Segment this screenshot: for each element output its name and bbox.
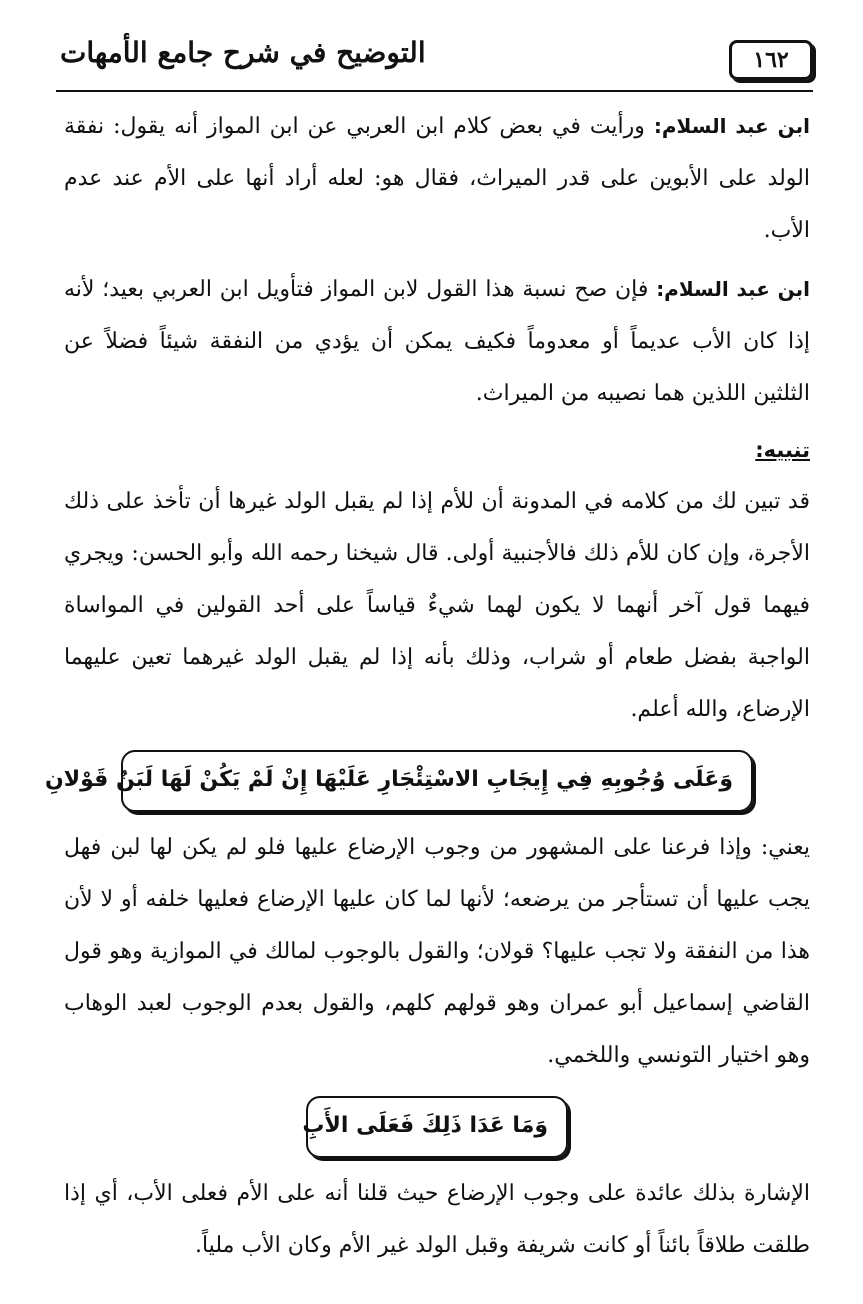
matn-verse-1: وَعَلَى وُجُوبِهِ فِي إِيجَابِ الاسْتِئْجَارِ عَلَيْهَا إِنْ لَمْ يَكُنْ لَهَا لَبَنٌ قَوْلانِ — [121, 750, 753, 812]
matn-verse-2: وَمَا عَدَا ذَلِكَ فَعَلَى الأَبِ — [306, 1096, 568, 1158]
paragraph-2 — [64, 263, 810, 420]
page-number: ١٦٢ — [729, 40, 813, 80]
paragraph-text: ورأيت في بعض كلام ابن العربي عن ابن المواز أنه يقول: نفقة الولد على الأبوين على قدر الميراث، فقال هو: لعله أراد أنها على الأم عند عدم الأب. — [64, 114, 810, 243]
paragraph-text: فإن صح نسبة هذا القول لابن المواز فتأويل ابن العربي بعيد؛ لأنه إذا كان الأب عديماً أو معدوماً فكيف يمكن أن يؤدي من النفقة شيئاً فضلاً عن الثلثين اللذين هما نصيبه من الميراث. — [64, 277, 810, 406]
paragraph-3: قد تبين لك من كلامه في المدونة أن للأم إذا لم يقبل الولد غيرها أن تأخذ على ذلك الأجرة، وإن كان للأم ذلك فالأجنبية أولى. قال شيخنا رحمه الله وأبو الحسن: ويجري فيهما قول آخر أنهما لا يكون لهما شيءٌ قياساً على أحد القولين في المواساة الواجبة بفضل طعام أو شراب، وذلك بأنه إذا لم يقبل الولد غيرهما تعين عليهما الإرضاع، والله أعلم. — [64, 489, 810, 722]
paragraph-4: يعني: وإذا فرعنا على المشهور من وجوب الإرضاع عليها فلو لم يكن لها لبن فهل يجب عليها أن تستأجر من يرضعه؛ لأنها لما كان عليها الإرضاع فعليها خلفه أو لا لأن هذا من النفقة ولا تجب عليها؟ قولان؛ والقول بالوجوب لمالك في الموازية وهو قول القاضي إسماعيل أبو عمران وهو قولهم كلهم، والقول بعدم الوجوب لعبد الوهاب وهو اختيار التونسي واللخمي. — [64, 835, 810, 1068]
paragraph-5: الإشارة بذلك عائدة على وجوب الإرضاع حيث قلنا أنه على الأم فعلى الأب، أي إذا طلقت طلاقاً بائناً أو كانت شريفة وقبل الولد غير الأم وكان الأب ملياً. — [64, 1181, 810, 1258]
paragraph-1 — [64, 100, 810, 257]
book-title: التوضيح في شرح جامع الأمهات — [60, 36, 426, 69]
note-heading: تنبيه: — [755, 438, 810, 462]
verse-container-2 — [64, 1096, 810, 1158]
page-header — [56, 30, 813, 92]
speaker-label: ابن عبد السلام: — [653, 114, 810, 138]
verse-container-1 — [44, 750, 810, 812]
header-divider — [56, 90, 813, 92]
speaker-label: ابن عبد السلام: — [656, 277, 811, 301]
page-body — [44, 100, 811, 1272]
